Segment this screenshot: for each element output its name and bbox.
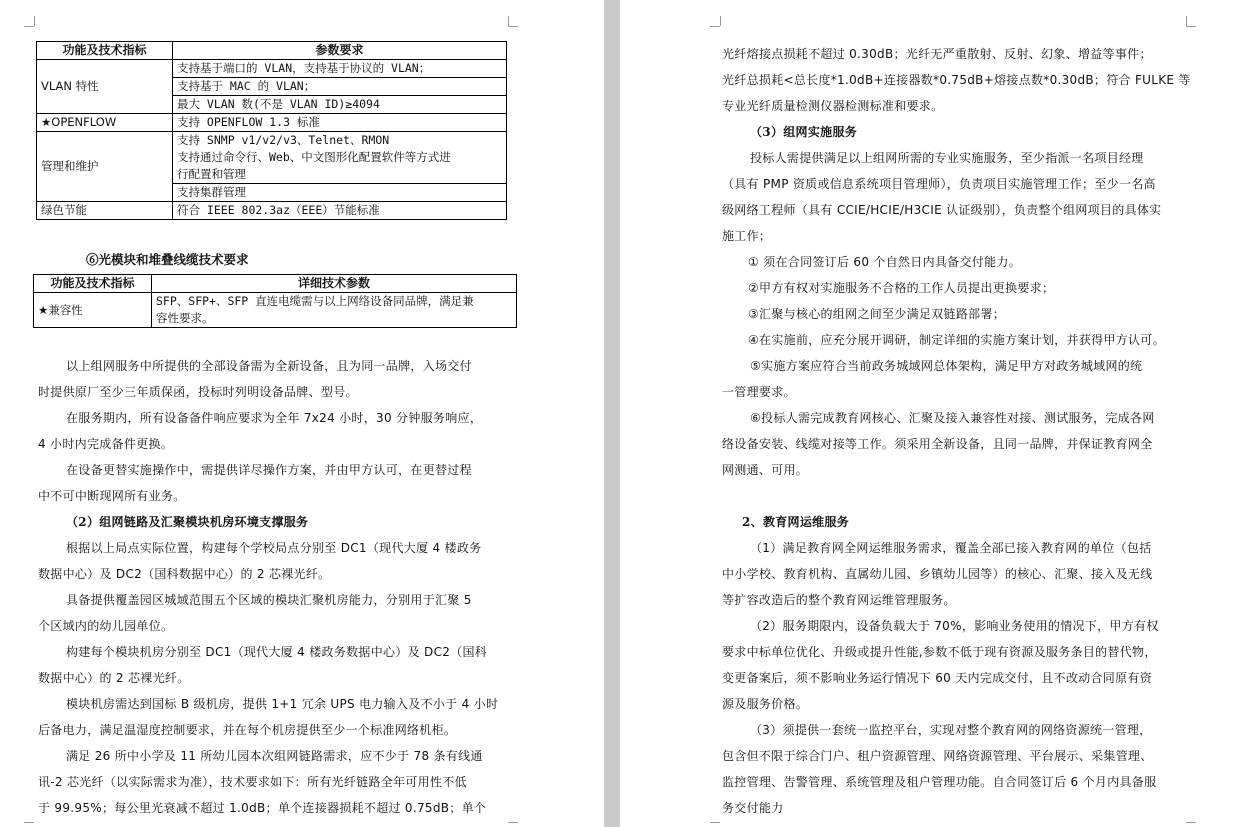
table-row	[34, 293, 517, 328]
row-label-compat: ★兼容性	[34, 293, 152, 328]
row-label-mgmt: 管理和维护	[37, 132, 173, 202]
blank-line	[722, 483, 1191, 509]
document-page-right	[620, 0, 1250, 827]
text-line: 构建每个模块机房分别至 DC1（现代大厦 4 楼政务数据中心）及 DC2（国科	[66, 645, 488, 659]
table-cell: 支持基于 MAC 的 VLAN；	[173, 78, 507, 96]
crop-mark-top-left	[710, 26, 720, 27]
text-line: 中不可中断现网所有业务。	[38, 489, 186, 503]
table-cell: 最大 VLAN 数(不是 VLAN ID)≥4094	[173, 96, 507, 114]
text-line: （2）服务期限内，设备负载大于 70%，影响业务使用的情况下，甲方有权	[750, 619, 1159, 633]
table-cell: 支持基于端口的 VLAN，支持基于协议的 VLAN；	[173, 60, 507, 78]
text-line: 光纤总损耗<总长度*1.0dB+连接器数*0.75dB+熔接点数*0.30dB；符合 FULKE 等	[722, 73, 1191, 87]
row-label-vlan: VLAN 特性	[37, 60, 173, 114]
list-item: ③汇聚与核心的组网之间至少满足双链路部署；	[748, 307, 1006, 321]
text-line: 一管理要求。	[722, 385, 796, 399]
table-header-row	[34, 275, 517, 293]
text-line: 网测通、可用。	[722, 463, 809, 477]
optical-table	[33, 274, 517, 328]
body-text-left	[38, 353, 498, 821]
cell-line: SFP、SFP+、SFP 直连电缆需与以上网络设备同品牌，满足兼	[156, 294, 474, 308]
list-item: ⑥投标人需完成教育网核心、汇聚及接入兼容性对接、测试服务，完成各网	[750, 411, 1155, 425]
text-line: 络设备安装、线缆对接等工作。须采用全新设备，且同一品牌，并保证教育网全	[722, 437, 1153, 451]
crop-mark-top-left	[24, 26, 34, 27]
crop-mark-bottom-left	[710, 822, 720, 823]
table-header-cell: 功能及技术指标	[34, 275, 152, 293]
text-line: 要求中标单位优化、升级或提升性能,参数不低于现有资源及服务条目的替代物，	[722, 645, 1157, 659]
text-line: 模块机房需达到国标 B 级机房，提供 1+1 冗余 UPS 电力输入及不小于 4 小时	[66, 697, 499, 711]
text-line: 源及服务价格。	[722, 697, 809, 711]
spec-table	[36, 41, 507, 220]
row-label-openflow: ★OPENFLOW	[37, 114, 173, 132]
crop-mark-top-right	[1186, 26, 1196, 27]
list-item: ① 须在合同签订后 60 个自然日内具备交付能力。	[748, 255, 1021, 269]
text-line: （具有 PMP 资质或信息系统项目管理师），负责项目实施管理工作；至少一名高	[722, 177, 1156, 191]
crop-mark-bottom-right	[508, 822, 518, 823]
list-item: ⑤实施方案应符合当前政务城域网总体架构，满足甲方对政务城域网的统	[750, 359, 1143, 373]
crop-mark-bottom-left	[24, 822, 34, 823]
text-line: 满足 26 所中小学及 11 所幼儿园本次组网链路需求，应不少于 78 条有线通	[66, 749, 483, 763]
section-heading: 2、教育网运维服务	[742, 515, 850, 529]
crop-mark-top-left-v	[720, 16, 721, 26]
table-cell: 支持集群管理	[173, 184, 507, 202]
row-label-green: 绿色节能	[37, 202, 173, 220]
crop-mark-top-left-v	[34, 16, 35, 26]
table-header-cell: 详细技术参数	[152, 275, 517, 293]
table-cell	[152, 293, 517, 328]
text-line: 光纤熔接点损耗不超过 0.30dB；光纤无严重散射、反射、幻象、增益等事件；	[722, 47, 1152, 61]
table-header-cell: 参数要求	[173, 42, 507, 60]
table-row	[37, 114, 507, 132]
table-header-cell: 功能及技术指标	[37, 42, 173, 60]
section-heading-optical: ⑥光模块和堆叠线缆技术要求	[86, 252, 249, 267]
text-line: 务交付能力	[722, 801, 784, 815]
text-line: 监控管理、告警管理、系统管理及租户管理功能。自合同签订后 6 个月内具备服	[722, 775, 1157, 789]
crop-mark-top-right-v	[1186, 16, 1187, 26]
text-line: 在服务期内，所有设备备件响应要求为全年 7x24 小时，30 分钟服务响应，	[66, 411, 483, 425]
text-line: 投标人需提供满足以上组网所需的专业实施服务，至少指派一名项目经理	[750, 151, 1144, 165]
text-line: 后备电力，满足温湿度控制要求，并在每个机房提供至少一个标准网络机柜。	[38, 723, 457, 737]
cell-line: 行配置和管理	[177, 167, 246, 181]
section-heading: （2）组网链路及汇聚模块机房环境支撑服务	[66, 515, 309, 529]
text-line: 施工作；	[722, 229, 772, 243]
table-header-row	[37, 42, 507, 60]
table-row	[37, 60, 507, 78]
list-item: ②甲方有权对实施服务不合格的工作人员提出更换要求；	[748, 281, 1055, 295]
text-line: （1）满足教育网全网运维服务需求，覆盖全部已接入教育网的单位（包括	[750, 541, 1152, 555]
text-line: 于 99.95%；每公里光衰减不超过 1.0dB；单个连接器损耗不超过 0.75dB；单个	[38, 801, 487, 815]
cell-line: 支持通过命令行、Web、中文图形化配置软件等方式进	[177, 150, 451, 164]
table-row	[37, 132, 507, 184]
text-line: 变更备案后，须不影响业务运行情况下 60 天内完成交付，且不改动合同原有资	[722, 671, 1153, 685]
text-line: 个区域内的幼儿园单位。	[38, 619, 174, 633]
crop-mark-top-right-v	[508, 16, 509, 26]
crop-mark-top-right	[508, 26, 518, 27]
crop-mark-bottom-right	[1186, 822, 1196, 823]
text-line: 具备提供覆盖园区城域范围五个区域的模块汇聚机房能力，分别用于汇聚 5	[66, 593, 472, 607]
text-line: 4 小时内完成备件更换。	[38, 437, 174, 451]
text-line: 中小学校、教育机构、直属幼儿园、乡镇幼儿园等）的核心、汇聚、接入及无线	[722, 567, 1153, 581]
page-gutter	[604, 0, 620, 827]
section-heading: （3）组网实施服务	[750, 125, 858, 139]
document-page-left	[0, 0, 604, 827]
text-line: 包含但不限于综合门户、租户资源管理、网络资源管理、平台展示、采集管理、	[722, 749, 1153, 763]
table-cell: 支持 OPENFLOW 1.3 标准	[173, 114, 507, 132]
text-line: 等扩容改造后的整个教育网运维管理服务。	[722, 593, 956, 607]
cell-line: 容性要求。	[156, 311, 214, 325]
list-item: ④在实施前，应充分展开调研，制定详细的实施方案计划，并获得甲方认可。	[748, 333, 1165, 347]
body-text-right	[722, 41, 1191, 821]
text-line: 时提供原厂至少三年质保函，投标时列明设备品牌、型号。	[38, 385, 358, 399]
text-line: 级网络工程师（具有 CCIE/HCIE/H3CIE 认证级别），负责整个组网项目的具体实	[722, 203, 1162, 217]
table-row	[37, 202, 507, 220]
text-line: 专业光纤质量检测仪器检测标准和要求。	[722, 99, 944, 113]
text-line: 在设备更替实施操作中，需提供详尽操作方案，并由甲方认可，在更替过程	[66, 463, 472, 477]
text-line: 数据中心）及 DC2（国科数据中心）的 2 芯裸光纤。	[38, 567, 331, 581]
table-cell: 符合 IEEE 802.3az（EEE）节能标准	[173, 202, 507, 220]
text-line: 根据以上局点实际位置，构建每个学校局点分别至 DC1（现代大厦 4 楼政务	[66, 541, 482, 555]
cell-line: 支持 SNMP v1/v2/v3、Telnet、RMON	[177, 133, 390, 147]
text-line: 讯-2 芯光纤（以实际需求为准），技术要求如下：所有光纤链路全年可用性不低	[38, 775, 467, 789]
text-line: 数据中心）的 2 芯裸光纤。	[38, 671, 190, 685]
table-cell	[173, 132, 507, 184]
text-line: （3）须提供一套统一监控平台，实现对整个教育网的网络资源统一管理，	[750, 723, 1152, 737]
text-line: 以上组网服务中所提供的全部设备需为全新设备，且为同一品牌，入场交付	[66, 359, 472, 373]
